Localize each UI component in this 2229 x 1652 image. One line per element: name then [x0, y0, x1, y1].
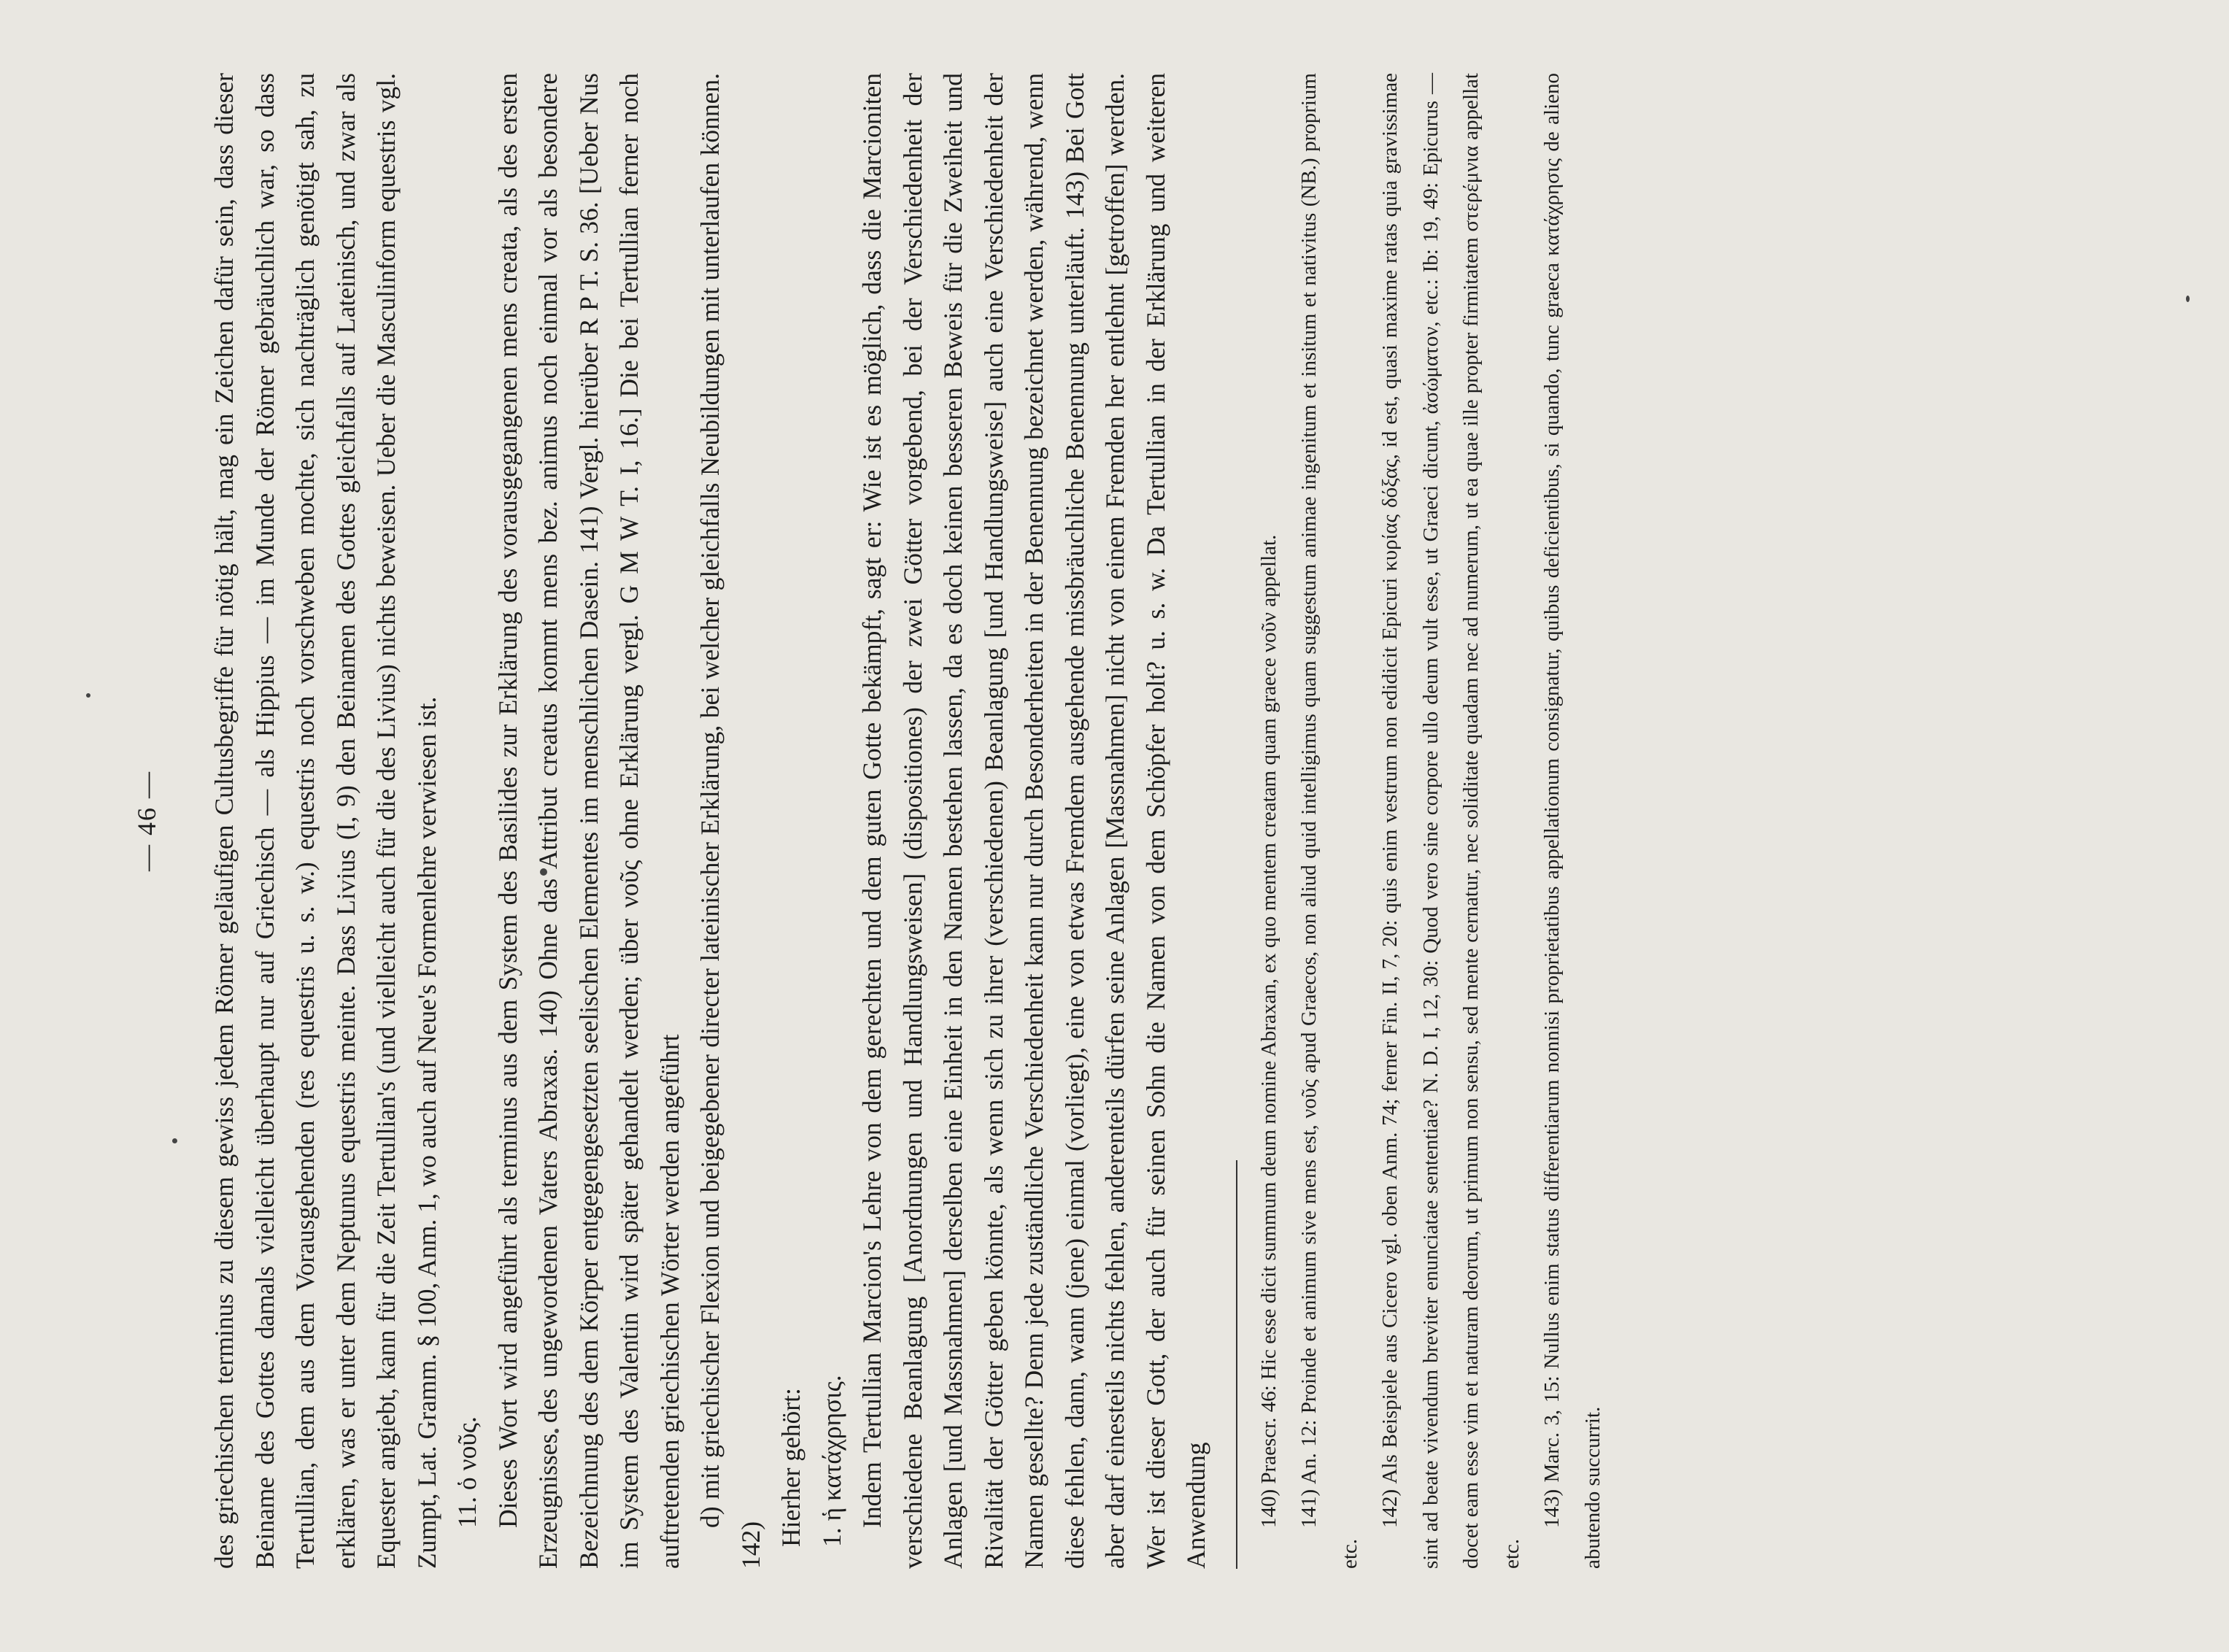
page-number: — 46 —	[132, 771, 161, 871]
section-heading: 11. ὁ νοῦς.	[452, 1416, 482, 1528]
paragraph: Dieses Wort wird angeführt als terminus aus dem System des Basilides zur Erklärung des vorausgegangenen mens creata, als des ersten Erzeugnisses des ungewordenen Vaters Abraxas. 140) Ohne das Attribut creatus kommt mens bez. animus noch einmal vor als besondere Bezeichnung des dem Körper entgegengesetzten seelischen Elementes im menschlichen Dasein. 141) Vergl. hierüber R P T. S. 36. [Ueber Nus im System des Valentin wird später gehandelt werden; über νοῦς ohne Erklärung vergl. G M W T. I, 16.] Die bei Tertullian ferner noch auftretenden griechischen Wörter werden angeführt	[492, 73, 684, 1569]
section-heading: 1. ἡ κατάχρησις.	[816, 1375, 846, 1547]
paragraph: Indem Tertullian Marcion's Lehre von dem gerechten und dem guten Gotte bekämpft, sagt er: Wie ist es möglich, dass die Marcioniten verschiedene Beanlagung [Anordnungen und Handlungsweisen] (dispositiones) der zwei Götter vorgebend, bei der Verschiedenheit der Anlagen [und Massnahmen] derselben eine Einheit in den Namen bestehen lassen, da es doch keinen besseren Beweis für die Zweiheit und Rivalität der Götter geben könnte, als wenn sich zu ihrer (verschiedenen) Beanlagung [und Handlungsweise] auch eine Verschiedenheit der Namen gesellte? Denn jede zuständliche Verschiedenheit kann nur durch Besonderheiten in der Benennung bezeichnet werden, während, wenn diese fehlen, dann, wann (jene) einmal (vorliegt), eine von etwas Fremdem ausgehende missbräuchliche Benennung unterläuft. 143) Bei Gott aber darf einesteils nichts fehlen, anderenteils dürfen seine Anlagen [Massnahmen] nicht von einem Fremden her entlehnt [getroffen] werden. Wer ist dieser Gott, der auch für seinen Sohn die Namen von dem Schöpfer holt? u. s. w. Da Tertullian in der Erklärung und weiteren Anwendung	[857, 73, 1210, 1569]
ink-speck	[2186, 296, 2190, 302]
footnote: 142) Als Beispiele aus Cicero vgl. oben Anm. 74; ferner Fin. II, 7, 20: quis enim vestrum non edidicit Epicuri κυρίας δόξας, id est, quasi maxime ratas quia gravissimae sint ad beate vivendum breviter enunciatae sententiae? N. D. I, 12, 30: Quod vero sine corpore ullo deum vult esse, ut Graeci dicunt, ἀσώματον, etc.: Ib: 19, 49: Epicurus — docet eam esse vim et naturam deorum, ut primum non sensu, sed mente cernatur, nec soliditate quadam nec ad numerum, ut ea quae ille propter firmitatem στερέμνια appellat etc.	[1378, 73, 1523, 1569]
footnote-divider	[1236, 1160, 1237, 1569]
footnote: 140) Praescr. 46: Hic esse dicit summum deum nomine Abraxan, ex quo mentem creatam quam graece νοῦν appellat.	[1256, 534, 1280, 1528]
footnote: 141) An. 12: Proinde et animum sive mens est, νοῦς apud Graecos, non aliud quid intelligimus quam suggestum animae ingenitum et insitum et nativitus (NB.) proprium etc.	[1297, 73, 1361, 1569]
rotated-book-page	[131, 73, 1999, 1569]
subsection-lead: Hierher gehört:	[776, 1388, 806, 1547]
paragraph: des griechischen terminus zu diesem gewiss jedem Römer geläufigen Cultusbegriffe für nötig hält, mag ein Zeichen dafür sein, dass dieser Beiname des Gottes damals vielleicht überhaupt nur auf Griechisch — als Hippius — im Munde der Römer gebräuchlich war, so dass Tertullian, dem aus dem Vorausgehenden (res equestris u. s. w.) equestris noch vorschweben mochte, sich nachträglich genötigt sah, zu erklären, was er unter dem Neptunus equestris meinte. Dass Livius (I, 9) den Beinamen des Gottes gleichfalls auf Lateinisch, und zwar als Equester angiebt, kann für die Zeit Tertullian's (und vielleicht auch für die des Livius) nichts beweisen. Ueber die Masculinform equestris vgl. Zumpt, Lat. Gramm. § 100, Anm. 1, wo auch auf Neue's Formenlehre verwiesen ist.	[209, 73, 441, 1569]
subsection-heading: d) mit griechischer Flexion und beigegebener directer lateinischer Erklärung, bei welcher gleichfalls Neubildungen mit unterlaufen können. 142)	[695, 73, 765, 1569]
footnotes	[1249, 73, 1614, 1569]
footnote: 143) Marc. 3, 15: Nullus enim status differentiarum nonnisi proprietatibus appellationum consignatur, quibus deficientibus, si quando, tunc graeca κατάχρησις de alieno abutendo succurrit.	[1540, 73, 1604, 1569]
ink-speck	[86, 693, 90, 698]
main-text	[204, 73, 1217, 1569]
